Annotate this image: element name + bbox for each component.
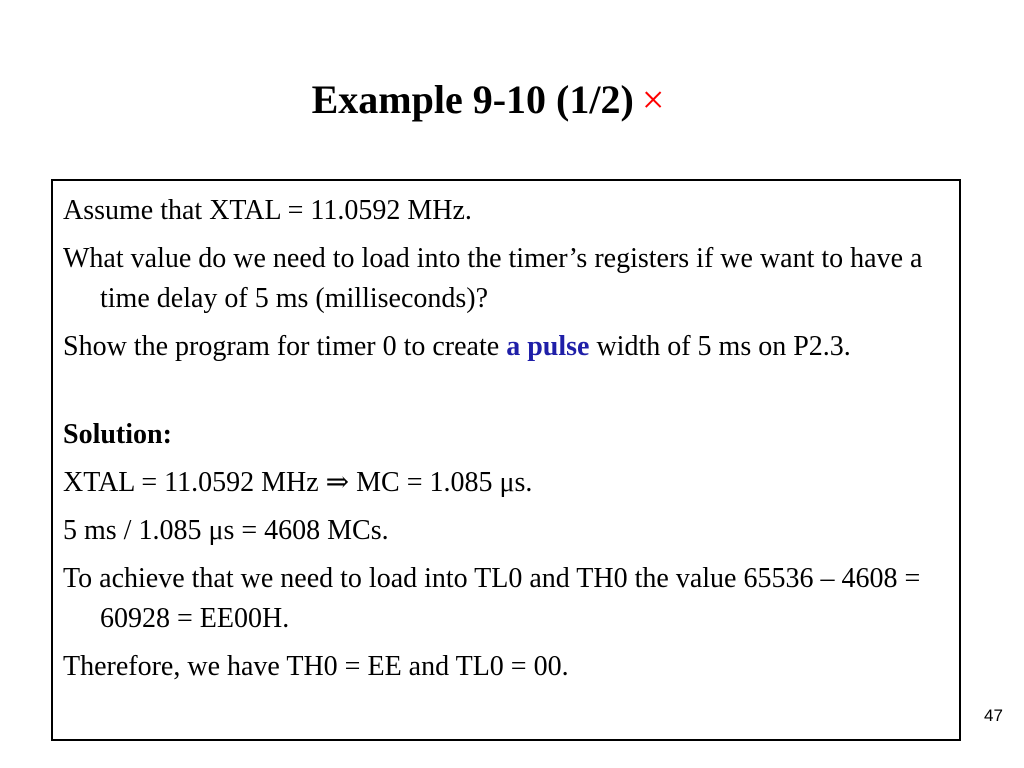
problem-line-3-before: Show the program for timer 0 to create [63, 331, 507, 362]
problem-line-3-after: width of 5 ms on P2.3. [589, 331, 851, 362]
slide-title-text: Example 9-10 (1/2) [311, 77, 634, 122]
problem-line-2: What value do we need to load into the timer’s registers if we want to have a time delay of 5 ms (milliseconds)? [63, 243, 923, 314]
solution-line-1: XTAL = 11.0592 MHz ⇒ MC = 1.085 μs. [63, 467, 533, 498]
solution-line-2: 5 ms / 1.085 μs = 4608 MCs. [63, 515, 389, 546]
problem-line-1: Assume that XTAL = 11.0592 MHz. [63, 195, 472, 226]
solution-label: Solution: [63, 419, 172, 450]
problem-line-3 [63, 327, 945, 367]
highlight-a-pulse: a pulse [506, 331, 590, 362]
close-icon: × [641, 77, 665, 122]
content-box [51, 179, 961, 741]
solution-line-4: Therefore, we have TH0 = EE and TL0 = 00. [63, 651, 569, 682]
slide-title [0, 76, 976, 124]
spacer [63, 375, 945, 415]
page-number: 47 [984, 706, 1003, 725]
solution-line-3: To achieve that we need to load into TL0 and TH0 the value 65536 – 4608 = 60928 = EE00H. [63, 563, 921, 634]
